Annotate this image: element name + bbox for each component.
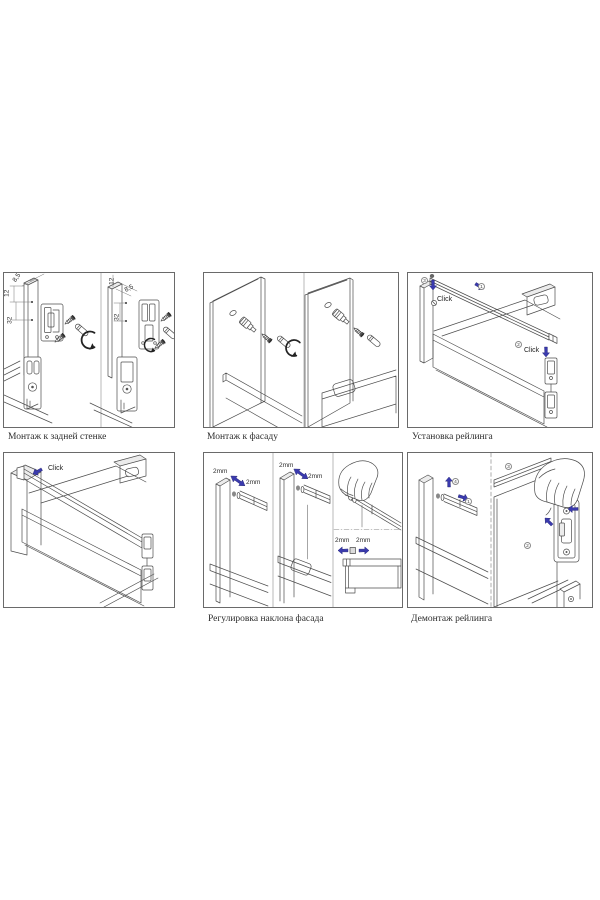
click-label: Click: [48, 465, 64, 472]
tilt-adjustment-drawing: [204, 453, 402, 607]
panel-rail-removal: [407, 452, 593, 608]
step-badge: 2: [524, 542, 531, 549]
panel-mount-back-wall: [3, 272, 175, 428]
dimension-label: 32: [113, 313, 121, 321]
arrow-up-left-icon: [542, 515, 554, 527]
click-label: Click: [524, 347, 540, 354]
rail-installation-drawing: [408, 273, 592, 427]
panel-rail-installation: [407, 272, 593, 428]
caption-rail-removal: Демонтаж рейлинга: [411, 614, 493, 624]
offset-label: 2mm: [246, 479, 261, 486]
caption-rail-installation: Установка рейлинга: [412, 432, 493, 442]
panel-rail-installed: [3, 452, 175, 608]
arrow-right-icon: [359, 547, 369, 554]
dimension-label: 8,5: [123, 283, 135, 294]
step-badge: 4: [452, 478, 459, 485]
assembled-drawer-drawing: [4, 453, 174, 607]
offset-label: 2mm: [335, 537, 350, 544]
dimension-label: 32: [6, 316, 14, 324]
offset-label: 2mm: [213, 468, 228, 475]
offset-label: 2mm: [356, 537, 371, 544]
rail-removal-drawing: [408, 453, 592, 607]
double-arrow-icon: [229, 473, 247, 488]
back-wall-mount-drawing: [4, 273, 174, 427]
caption-mount-facade: Монтаж к фасаду: [207, 432, 278, 442]
dimension-label: 12: [108, 277, 116, 285]
click-label: Click: [437, 296, 453, 303]
arrow-left-icon: [338, 547, 348, 554]
arrow-down-icon: [542, 347, 549, 357]
offset-label: 2mm: [308, 473, 323, 480]
step-badge: 1: [478, 283, 485, 290]
step-badge: 3: [421, 277, 428, 284]
caption-facade-tilt: Регулировка наклона фасада: [208, 614, 324, 624]
facade-mount-drawing: [204, 273, 398, 427]
step-badge: 1: [465, 498, 472, 505]
offset-label: 2mm: [279, 462, 294, 469]
caption-mount-back-wall: Монтаж к задней стенке: [8, 432, 107, 442]
step-badge: 3: [505, 463, 512, 470]
dimension-label: 12: [3, 289, 11, 297]
panel-facade-tilt-adjustment: [203, 452, 403, 608]
step-badge: 2: [515, 341, 522, 348]
panel-mount-facade: [203, 272, 399, 428]
dimension-label: 8,5: [11, 272, 23, 284]
